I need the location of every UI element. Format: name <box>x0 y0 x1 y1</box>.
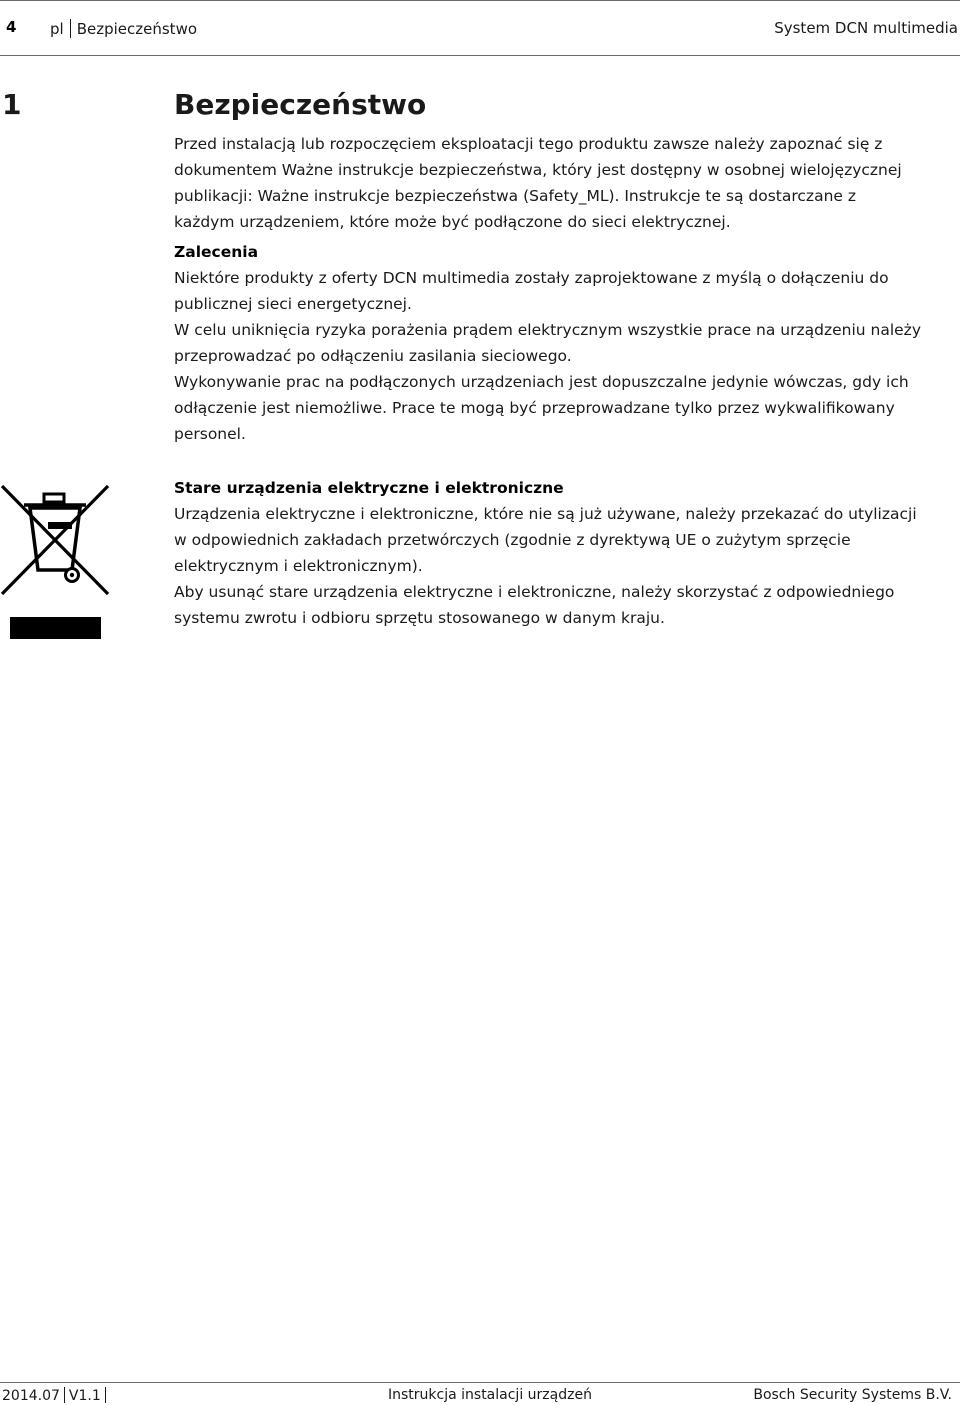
crossed-out-wheelie-bin-icon <box>0 484 112 644</box>
weee-line: systemu zwrotu i odbioru sprzętu stosowanego w danym kraju. <box>174 609 665 627</box>
recommendations-section <box>174 239 960 447</box>
recommendations-line: odłączenie jest niemożliwe. Prace te mogą być przeprowadzane tylko przez wykwalifikowany <box>174 399 895 417</box>
intro-line: Przed instalacją lub rozpoczęciem eksploatacji tego produktu zawsze należy zapoznać się z <box>174 135 883 153</box>
intro-line: każdym urządzeniem, które może być podłączone do sieci elektrycznej. <box>174 213 731 231</box>
intro-paragraph <box>174 131 960 235</box>
header-separator <box>70 19 71 38</box>
recommendations-heading: Zalecenia <box>174 243 259 261</box>
page-number: 4 <box>6 18 17 36</box>
header-language: pl <box>50 20 64 38</box>
page-footer <box>0 1382 960 1405</box>
header-section: Bezpieczeństwo <box>76 20 198 38</box>
intro-line: dokumentem Ważne instrukcje bezpieczeństwa, który jest dostępny w osobnej wielojęzycznej <box>174 161 902 179</box>
footer-separator <box>105 1387 106 1403</box>
recommendations-line: W celu uniknięcia ryzyka porażenia prądem elektrycznym wszystkie prace na urządzeniu należy <box>174 321 921 339</box>
footer-company: Bosch Security Systems B.V. <box>753 1387 952 1403</box>
weee-heading: Stare urządzenia elektryczne i elektroniczne <box>174 479 564 497</box>
weee-line: Urządzenia elektryczne i elektroniczne, które nie są już używane, należy przekazać do utylizacji <box>174 505 917 523</box>
recommendations-line: Wykonywanie prac na podłączonych urządzeniach jest dopuszczalne jedynie wówczas, gdy ich <box>174 373 909 391</box>
footer-date-version <box>2 1387 110 1404</box>
header-breadcrumb <box>50 19 197 38</box>
footer-date: 2014.07 <box>2 1388 60 1404</box>
recommendations-line: przeprowadzać po odłączeniu zasilania sieciowego. <box>174 347 572 365</box>
weee-line: Aby usunąć stare urządzenia elektryczne i elektroniczne, należy skorzystać z odpowiedniego <box>174 583 895 601</box>
chapter-number: 1 <box>2 88 22 121</box>
page-header <box>0 0 960 56</box>
footer-separator <box>64 1387 65 1403</box>
recommendations-line: Niektóre produkty z oferty DCN multimedia zostały zaprojektowane z myślą o dołączeniu do <box>174 269 889 287</box>
header-product: System DCN multimedia <box>774 19 958 37</box>
weee-line: w odpowiednich zakładach przetwórczych (zgodnie z dyrektywą UE o zużytym sprzęcie <box>174 531 851 549</box>
recommendations-line: personel. <box>174 425 246 443</box>
intro-line: publikacji: Ważne instrukcje bezpieczeństwa (Safety_ML). Instrukcje te są dostarczane z <box>174 187 856 205</box>
weee-line: elektrycznym i elektronicznym). <box>174 557 423 575</box>
footer-version: V1.1 <box>68 1388 101 1404</box>
chapter-title: Bezpieczeństwo <box>174 88 427 121</box>
footer-document: Instrukcja instalacji urządzeń <box>388 1387 592 1403</box>
recommendations-line: publicznej sieci energetycznej. <box>174 295 412 313</box>
weee-section <box>174 475 960 631</box>
